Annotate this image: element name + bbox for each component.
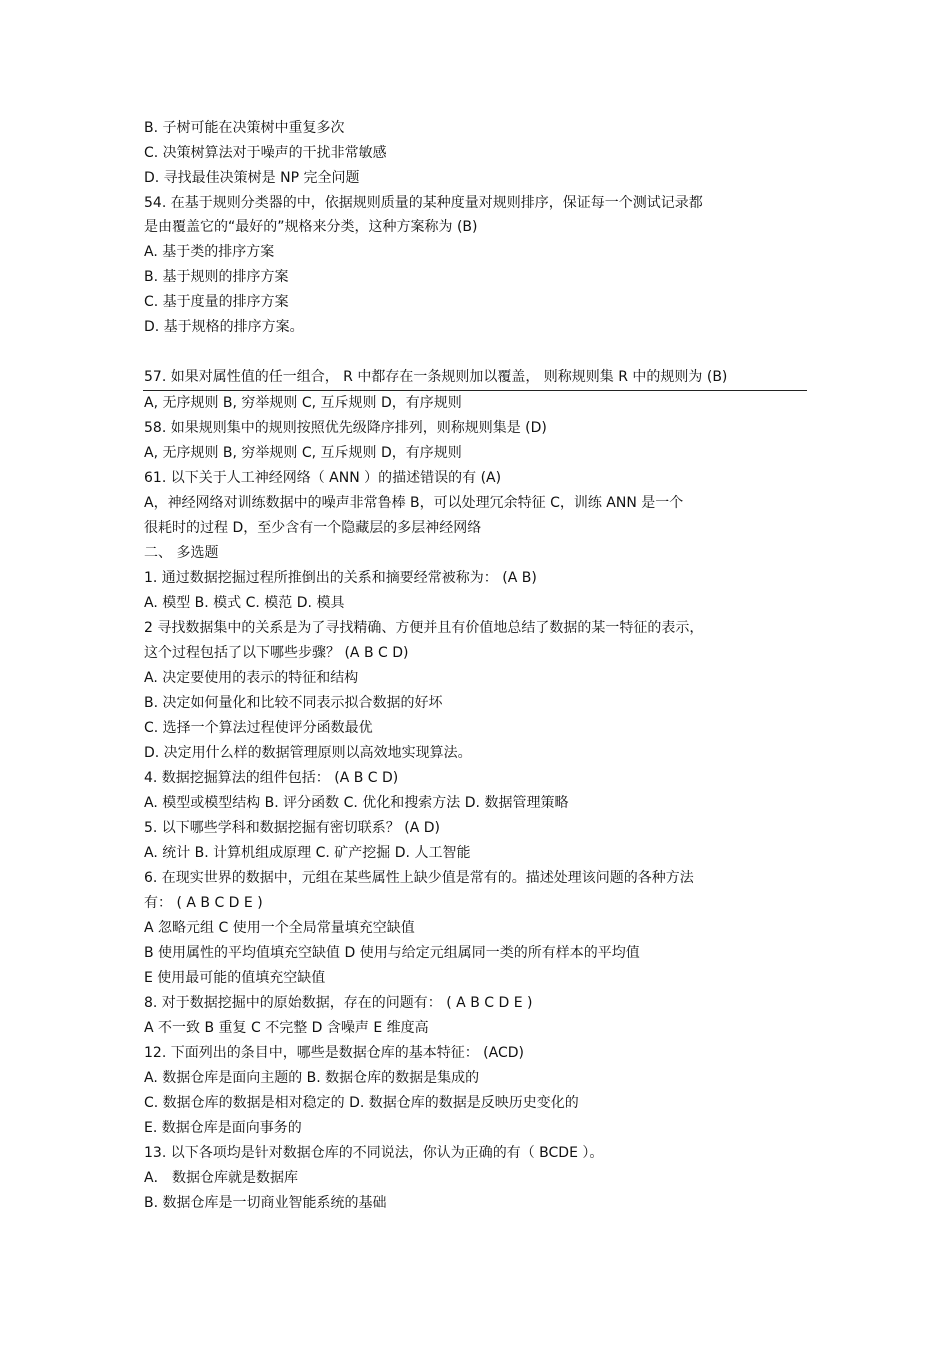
underline-rule bbox=[143, 390, 807, 391]
option-line: A, 无序规则 B, 穷举规则 C, 互斥规则 D，有序规则 bbox=[144, 445, 462, 461]
option-line: A． 数据仓库就是数据库 bbox=[144, 1170, 299, 1186]
option-line: B. 基于规则的排序方案 bbox=[144, 269, 289, 285]
question-5: 5. 以下哪些学科和数据挖掘有密切联系？ (A D) bbox=[144, 820, 440, 836]
section-heading: 二、 多选题 bbox=[144, 545, 219, 561]
option-line: B. 决定如何量化和比较不同表示拟合数据的好坏 bbox=[144, 695, 443, 711]
question-8: 8. 对于数据挖掘中的原始数据，存在的问题有： ( A B C D E ) bbox=[144, 995, 533, 1011]
question-2: 2 寻找数据集中的关系是为了寻找精确、方便并且有价值地总结了数据的某一特征的表示， bbox=[144, 620, 704, 636]
question-4: 4. 数据挖掘算法的组件包括： (A B C D) bbox=[144, 770, 399, 786]
option-line: D. 决定用什么样的数据管理原则以高效地实现算法。 bbox=[144, 745, 472, 761]
option-line: A. 统计 B. 计算机组成原理 C. 矿产挖掘 D. 人工智能 bbox=[144, 845, 471, 861]
option-line: A 忽略元组 C 使用一个全局常量填充空缺值 bbox=[144, 920, 415, 936]
text-line: C. 决策树算法对于噪声的干扰非常敏感 bbox=[144, 145, 387, 161]
option-line: C. 选择一个算法过程使评分函数最优 bbox=[144, 720, 373, 736]
question-54: 54. 在基于规则分类器的中，依据规则质量的某种度量对规则排序，保证每一个测试记录都 bbox=[144, 195, 703, 211]
question-6: 6. 在现实世界的数据中，元组在某些属性上缺少值是常有的。描述处理该问题的各种方法 bbox=[144, 870, 694, 886]
text-line: 有： ( A B C D E ) bbox=[144, 895, 263, 911]
option-line: A. 决定要使用的表示的特征和结构 bbox=[144, 670, 359, 686]
option-line: E 使用最可能的值填充空缺值 bbox=[144, 970, 326, 986]
option-line: 很耗时的过程 D，至少含有一个隐藏层的多层神经网络 bbox=[144, 520, 482, 536]
option-line: C. 数据仓库的数据是相对稳定的 D. 数据仓库的数据是反映历史变化的 bbox=[144, 1095, 579, 1111]
option-line: B. 数据仓库是一切商业智能系统的基础 bbox=[144, 1195, 387, 1211]
option-line: A, 无序规则 B, 穷举规则 C, 互斥规则 D，有序规则 bbox=[144, 395, 462, 411]
text-line: 这个过程包括了以下哪些步骤？ (A B C D) bbox=[144, 645, 409, 661]
question-12: 12. 下面列出的条目中，哪些是数据仓库的基本特征： (ACD) bbox=[144, 1045, 524, 1061]
option-line: A 不一致 B 重复 C 不完整 D 含噪声 E 维度高 bbox=[144, 1020, 429, 1036]
option-line: B 使用属性的平均值填充空缺值 D 使用与给定元组属同一类的所有样本的平均值 bbox=[144, 945, 640, 961]
question-61: 61. 以下关于人工神经网络（ ANN ）的描述错误的有 (A) bbox=[144, 470, 502, 486]
option-line: A. 数据仓库是面向主题的 B. 数据仓库的数据是集成的 bbox=[144, 1070, 480, 1086]
question-13: 13. 以下各项均是针对数据仓库的不同说法，你认为正确的有（ BCDE ）。 bbox=[144, 1145, 604, 1161]
option-line: A. 基于类的排序方案 bbox=[144, 244, 275, 260]
option-line: A，神经网络对训练数据中的噪声非常鲁棒 B，可以处理冗余特征 C，训练 ANN 是一个 bbox=[144, 495, 684, 511]
text-line: B. 子树可能在决策树中重复多次 bbox=[144, 120, 345, 136]
question-1: 1. 通过数据挖掘过程所推倒出的关系和摘要经常被称为： (A B) bbox=[144, 570, 537, 586]
option-line: D. 基于规格的排序方案。 bbox=[144, 319, 304, 335]
option-line: E. 数据仓库是面向事务的 bbox=[144, 1120, 302, 1136]
option-line: A. 模型或模型结构 B. 评分函数 C. 优化和搜索方法 D. 数据管理策略 bbox=[144, 795, 569, 811]
option-line: C. 基于度量的排序方案 bbox=[144, 294, 289, 310]
text-line: 是由覆盖它的“最好的”规格来分类，这种方案称为 (B) bbox=[144, 219, 478, 235]
option-line: A. 模型 B. 模式 C. 模范 D. 模具 bbox=[144, 595, 345, 611]
text-line: D. 寻找最佳决策树是 NP 完全问题 bbox=[144, 170, 360, 186]
question-58: 58. 如果规则集中的规则按照优先级降序排列，则称规则集是 (D) bbox=[144, 420, 547, 436]
question-57: 57. 如果对属性值的任一组合， R 中都存在一条规则加以覆盖， 则称规则集 R 中的规则为 (B) bbox=[144, 369, 728, 385]
